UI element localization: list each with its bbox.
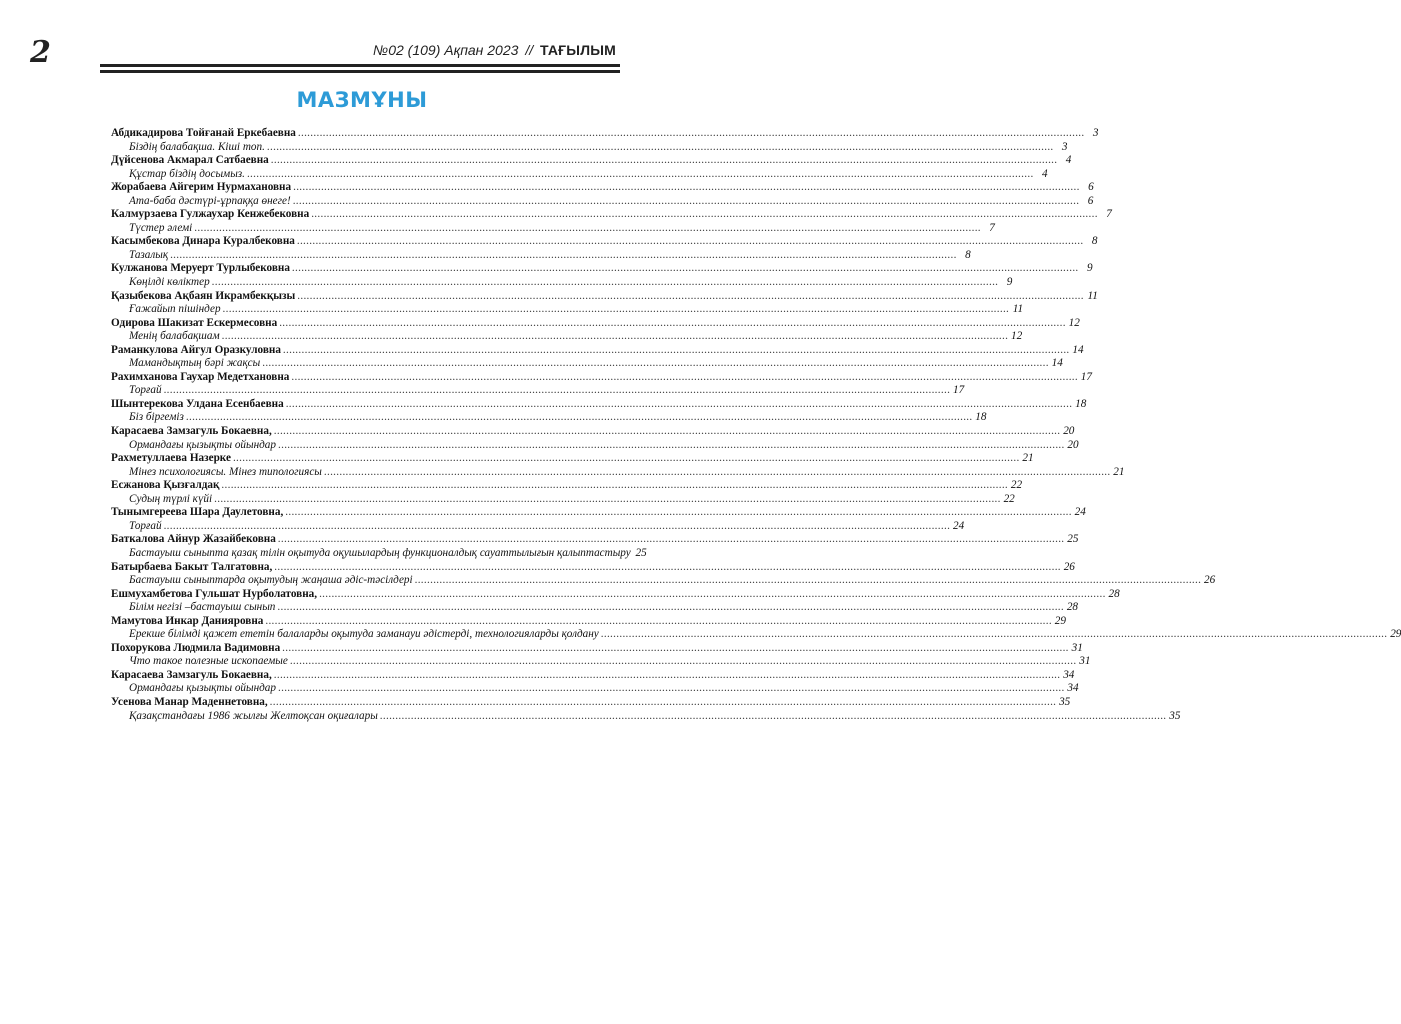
toc-entry-text: Менің балабақшам xyxy=(129,330,220,343)
toc-author-entry xyxy=(111,289,1098,304)
toc-page-number: 14 xyxy=(1072,343,1084,356)
toc-page-number: 25 xyxy=(635,546,647,559)
dot-leader xyxy=(278,682,1065,696)
dot-leader xyxy=(319,588,1106,602)
toc-page-number: 20 xyxy=(1063,425,1075,438)
toc-author-entry xyxy=(111,641,1083,656)
toc-author-entry xyxy=(111,127,1099,141)
toc-work-entry xyxy=(111,303,1024,317)
toc-author-entry xyxy=(111,479,1023,493)
toc-author-entry xyxy=(111,370,1092,385)
toc-author-entry xyxy=(111,695,1071,710)
toc-page-number: 7 xyxy=(989,221,995,234)
toc-author-entry xyxy=(111,235,1098,249)
dot-leader xyxy=(214,493,1001,507)
toc-work-entry xyxy=(111,167,1048,182)
toc-entry-text: Бастауыш сыныпта қазақ тілін оқытуда оқушылардың функционалдық сауаттылығын қалыптастыру xyxy=(129,546,631,559)
issue-label: №02 (109) Ақпан 2023 xyxy=(373,42,519,58)
toc-page-number: 14 xyxy=(1051,357,1063,370)
toc-entry-text: Тазалық xyxy=(129,248,169,261)
toc-entry-text: Құстар біздің досымыз. xyxy=(129,167,245,180)
toc-author-entry xyxy=(111,533,1079,547)
toc-author-entry xyxy=(111,425,1075,439)
dot-leader xyxy=(212,276,999,290)
dot-leader xyxy=(297,235,1084,249)
dot-leader xyxy=(223,303,1010,317)
toc-work-entry xyxy=(111,330,1023,344)
dot-leader xyxy=(293,195,1080,209)
toc-entry-text: Ата-баба дәстүрі-ұрпаққа өнеге! xyxy=(129,194,291,207)
toc-page-number: 4 xyxy=(1065,154,1072,167)
dot-leader xyxy=(274,669,1061,683)
toc-entry-text: Қазақстандағы 1986 жылғы Желтоқсан оқиғалары xyxy=(129,709,378,722)
dot-leader xyxy=(293,181,1080,195)
dot-leader xyxy=(298,127,1085,141)
toc-entry-text: Ғажайып пішіндер xyxy=(129,303,221,316)
toc-page-number: 31 xyxy=(1079,655,1091,668)
toc-page-number: 28 xyxy=(1108,587,1120,600)
toc-page-number: 28 xyxy=(1066,601,1078,614)
toc-author-entry xyxy=(111,668,1075,683)
toc-work-entry xyxy=(111,574,1216,588)
toc-author-entry xyxy=(111,262,1093,276)
dot-leader xyxy=(290,655,1077,669)
toc-author-entry xyxy=(111,506,1086,520)
toc-entry-text: Жорабаева Айгерим Нурмахановна xyxy=(111,181,292,194)
dot-leader xyxy=(415,574,1202,588)
toc-entry-text: Батырбаева Бакыт Талгатовна, xyxy=(111,560,273,573)
toc-page-number: 20 xyxy=(1067,438,1079,451)
dot-leader xyxy=(267,141,1054,155)
header-separator: // xyxy=(525,42,534,58)
toc-entry-text: Ерекше білімді қажет ететін балаларды оқытуда заманауи әдістерді, технологияларды қолдану xyxy=(129,628,599,641)
toc-page-number: 24 xyxy=(1074,506,1086,519)
toc-page-number: 9 xyxy=(1006,276,1013,289)
toc-page-number: 11 xyxy=(1087,289,1098,302)
toc-work-entry xyxy=(111,276,1013,290)
toc-work-entry xyxy=(111,492,1015,507)
toc-work-entry xyxy=(111,546,647,561)
toc-author-entry xyxy=(111,560,1075,575)
dot-leader xyxy=(186,411,973,425)
toc-entry-text: Карасаева Замзагуль Бокаевна, xyxy=(111,425,272,438)
toc-author-entry xyxy=(111,452,1034,466)
toc-page-number: 31 xyxy=(1071,641,1083,654)
header-rule-top xyxy=(100,64,620,67)
toc-entry-text: Біз біргеміз xyxy=(129,411,184,424)
page-title: МАЗМҰНЫ xyxy=(296,88,428,112)
toc-page-number: 25 xyxy=(1067,533,1079,546)
toc-work-entry xyxy=(111,601,1078,615)
dot-leader xyxy=(279,317,1066,331)
dot-leader xyxy=(262,357,1049,371)
toc-entry-text: Мамандықтың бәрі жақсы xyxy=(129,357,261,370)
toc-author-entry xyxy=(111,614,1066,629)
page-number: 2 xyxy=(30,35,51,70)
toc-page-number: 8 xyxy=(965,248,971,261)
toc-page-number: 17 xyxy=(952,384,965,397)
toc-entry-text: Қазыбекова Ақбаян Икрамбекқызы xyxy=(111,289,296,302)
toc-page-number: 6 xyxy=(1087,194,1094,207)
dot-leader xyxy=(311,208,1098,222)
toc-work-entry xyxy=(111,709,1181,724)
dot-leader xyxy=(291,371,1078,385)
dot-leader xyxy=(233,452,1020,466)
toc-entry-text: Дүйсенова Акмарал Сатбаевна xyxy=(111,154,269,167)
toc-author-entry xyxy=(111,397,1087,412)
toc-entry-text: Похорукова Людмила Вадимовна xyxy=(111,641,281,654)
toc-entry-text: Түстер әлемі xyxy=(129,221,193,234)
toc-page-number: 3 xyxy=(1092,127,1099,139)
dot-leader xyxy=(297,290,1084,304)
toc-work-entry xyxy=(111,248,971,263)
toc-page-number: 3 xyxy=(1061,140,1068,153)
journal-title: ТАҒЫЛЫМ xyxy=(539,42,616,58)
dot-leader xyxy=(292,262,1079,276)
dot-leader xyxy=(274,425,1061,439)
toc-work-entry xyxy=(111,519,965,534)
toc-author-entry xyxy=(111,181,1094,195)
toc-page-number: 17 xyxy=(1080,370,1092,383)
dot-leader xyxy=(194,222,981,236)
dot-leader xyxy=(283,344,1070,358)
toc-page-number: 9 xyxy=(1086,262,1093,275)
toc-page-number: 4 xyxy=(1041,167,1048,180)
toc-page-number: 21 xyxy=(1113,465,1125,478)
toc-page-number: 6 xyxy=(1088,181,1094,194)
dot-leader xyxy=(380,710,1167,724)
toc-entry-text: Ормандағы қызықты ойындар xyxy=(129,682,276,695)
toc-work-entry xyxy=(111,438,1079,453)
toc-page-number: 18 xyxy=(1075,397,1087,410)
toc-entry-text: Судың түрлі күйі xyxy=(129,492,213,505)
toc-entry-text: Касымбекова Динара Куралбековна xyxy=(111,235,295,248)
toc-work-entry xyxy=(111,655,1091,669)
toc-entry-text: Торғай xyxy=(129,519,162,532)
toc-entry-text: Карасаева Замзагуль Бокаевна, xyxy=(111,668,272,681)
toc-entry-text: Шынтерекова Улдана Есенбаевна xyxy=(111,397,284,410)
toc-entry-text: Есжанова Қызғалдақ xyxy=(111,479,220,492)
toc-page-number: 11 xyxy=(1012,303,1024,316)
toc-entry-text: Рахметуллаева Назерке xyxy=(111,452,231,465)
toc-page-number: 29 xyxy=(1390,628,1401,641)
dot-leader xyxy=(221,479,1008,493)
toc-page-number: 22 xyxy=(1010,479,1023,492)
toc-entry-text: Мінез психологиясы. Мінез типологиясы xyxy=(129,465,322,478)
toc-work-entry xyxy=(111,221,995,236)
toc-page-number: 8 xyxy=(1091,235,1098,248)
toc-page-number: 34 xyxy=(1067,682,1079,695)
toc-entry-text: Торғай xyxy=(129,384,162,397)
dot-leader xyxy=(270,696,1057,710)
toc-author-entry xyxy=(111,154,1072,168)
toc-entry-text: Что такое полезные ископаемые xyxy=(129,655,288,668)
toc-work-entry xyxy=(111,194,1094,209)
header-rule-bottom xyxy=(100,70,620,73)
dot-leader xyxy=(265,615,1052,629)
dot-leader xyxy=(170,249,957,263)
toc-entry-text: Кулжанова Меруерт Турлыбековна xyxy=(111,262,290,275)
toc-page-number: 21 xyxy=(1022,452,1034,465)
toc-work-entry xyxy=(111,357,1063,371)
toc-page-number: 22 xyxy=(1003,492,1015,505)
toc-entry-text: Усенова Манар Маденнетовна, xyxy=(111,695,268,708)
dot-leader xyxy=(601,628,1388,642)
toc-page-number: 18 xyxy=(975,411,987,424)
toc-page-number: 26 xyxy=(1063,560,1075,573)
dot-leader xyxy=(286,398,1073,412)
toc-page-number: 24 xyxy=(952,519,965,532)
toc-page-number: 35 xyxy=(1169,709,1181,722)
dot-leader xyxy=(247,168,1034,182)
toc-entry-text: Абдикадирова Тойғанай Еркебаевна xyxy=(111,127,296,139)
toc-work-entry xyxy=(111,628,1401,642)
toc-entry-text: Бастауыш сыныптарда оқытудың жаңаша әдіс-тәсілдері xyxy=(129,574,413,587)
toc-page-number: 7 xyxy=(1106,208,1112,221)
toc-work-entry xyxy=(111,140,1068,155)
toc-page-number: 35 xyxy=(1059,695,1071,708)
toc-work-entry xyxy=(111,411,987,425)
toc-entry-text: Мамутова Инкар Данияровна xyxy=(111,614,264,627)
toc-page-number: 12 xyxy=(1011,330,1023,343)
toc-work-entry xyxy=(111,384,965,398)
journal-header xyxy=(373,42,616,58)
dot-leader xyxy=(285,506,1072,520)
toc-entry-text: Рахимханова Гаухар Медетхановна xyxy=(111,370,290,383)
toc-work-entry xyxy=(111,682,1079,696)
dot-leader xyxy=(278,439,1065,453)
toc-entry-text: Білім негізі –бастауыш сынып xyxy=(129,601,276,614)
toc-page-number: 34 xyxy=(1063,668,1075,681)
toc-entry-text: Біздің балабақша. Кіші топ. xyxy=(129,140,265,153)
toc-page-number: 29 xyxy=(1054,614,1066,627)
toc-author-entry xyxy=(111,587,1120,602)
toc-entry-text: Калмурзаева Гулжаухар Кенжебековна xyxy=(111,208,310,221)
toc-author-entry xyxy=(111,343,1084,358)
toc-work-entry xyxy=(111,465,1125,480)
dot-leader xyxy=(282,642,1069,656)
toc-author-entry xyxy=(111,316,1080,331)
toc-entry-text: Одирова Шакизат Ескермесовна xyxy=(111,316,278,329)
dot-leader xyxy=(271,154,1058,168)
dot-leader xyxy=(164,384,951,398)
dot-leader xyxy=(274,561,1061,575)
toc-entry-text: Баткалова Айнур Жазайбековна xyxy=(111,533,276,546)
toc-page-number: 26 xyxy=(1204,574,1216,587)
toc-entry-text: Раманкулова Айгул Оразкуловна xyxy=(111,343,281,356)
dot-leader xyxy=(222,330,1009,344)
toc-page-number: 12 xyxy=(1068,316,1080,329)
toc-entry-text: Ормандағы қызықты ойындар xyxy=(129,438,276,451)
toc-author-entry xyxy=(111,208,1112,222)
toc-entry-text: Тынымгереева Шара Даулетовна, xyxy=(111,506,284,519)
dot-leader xyxy=(277,601,1064,615)
dot-leader xyxy=(278,533,1065,547)
dot-leader xyxy=(164,520,951,534)
table-of-contents xyxy=(111,127,1401,723)
toc-entry-text: Көңілді көліктер xyxy=(129,276,210,289)
toc-entry-text: Ешмухамбетова Гульшат Нурболатовна, xyxy=(111,587,318,600)
dot-leader xyxy=(324,466,1111,480)
